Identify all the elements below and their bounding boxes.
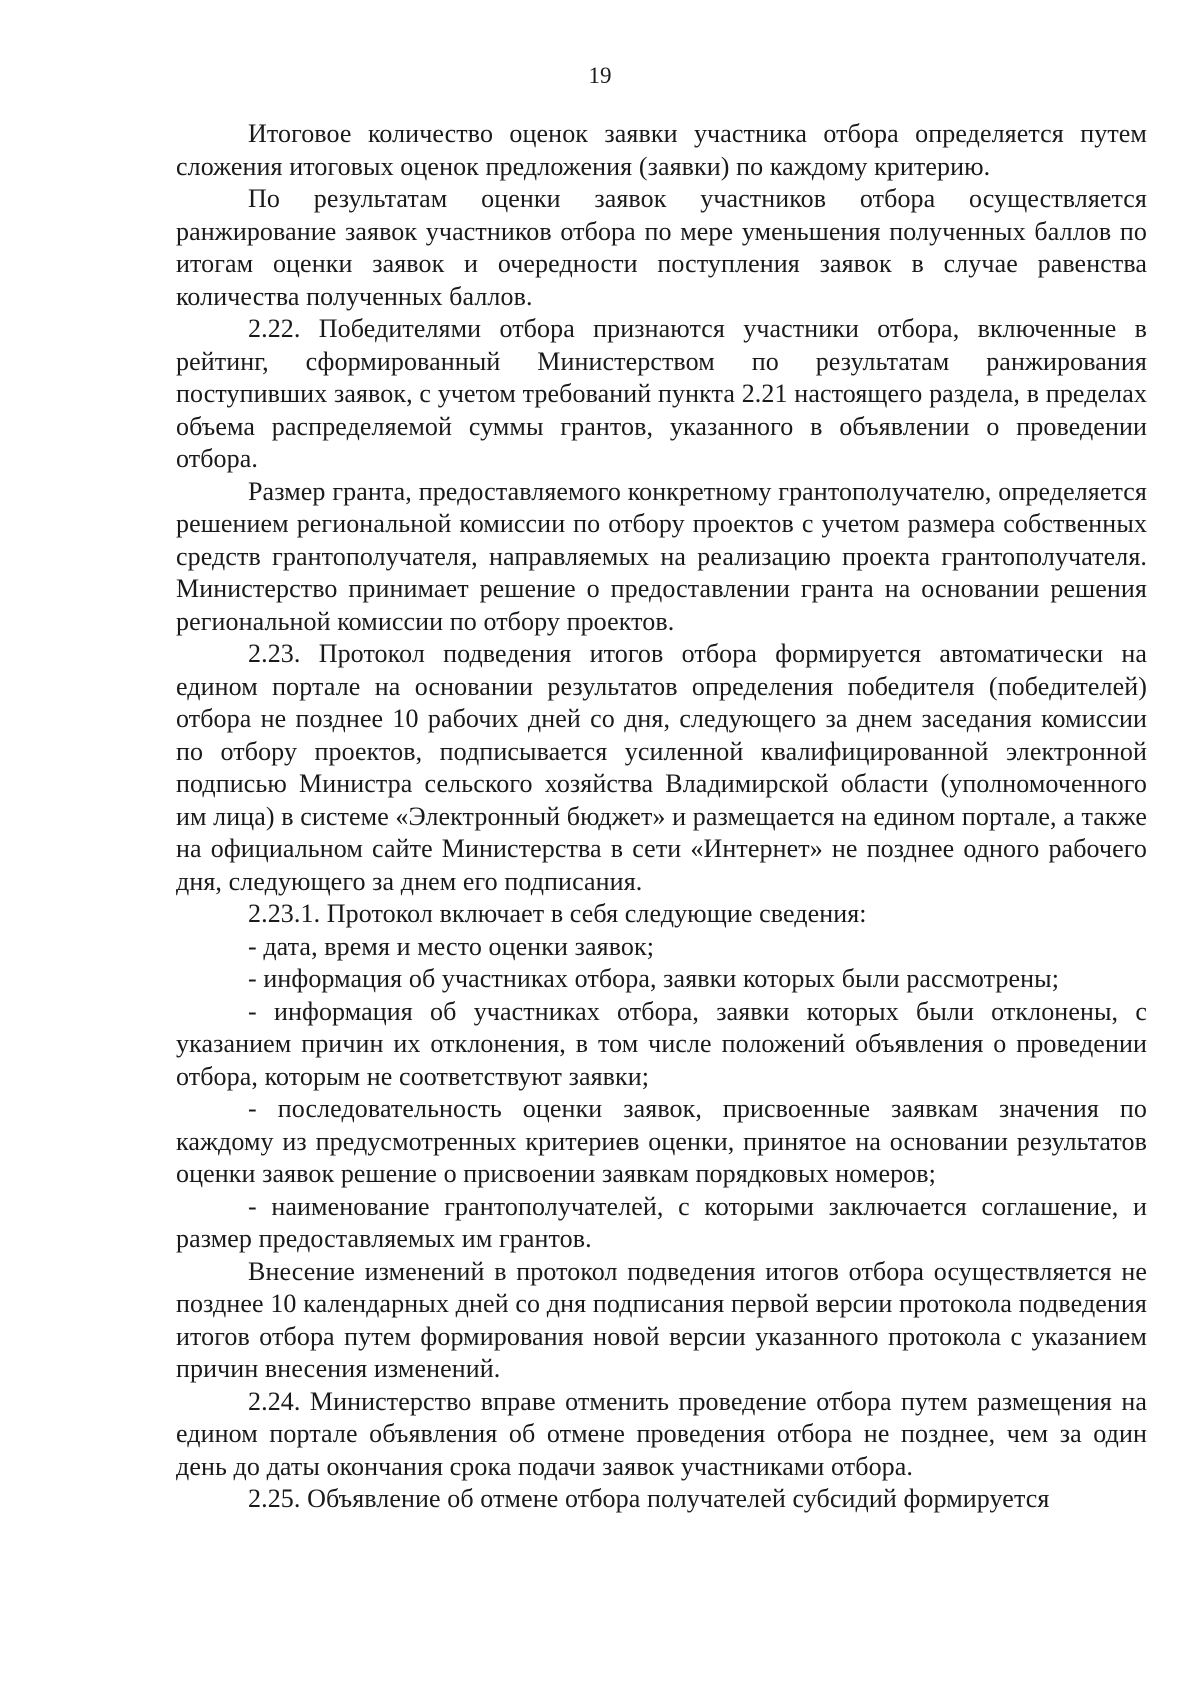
paragraph-ranking: По результатам оценки заявок участников отбора осуществляется ранжирование заявок участников отбора по мере уменьшения полученных баллов по итогам оценки заявок и очередности поступления заявок в случае равенства количества полученных баллов. xyxy=(176,184,1147,311)
paragraph-2-22-winners: 2.22. Победителями отбора признаются участники отбора, включенные в рейтинг, сформированный Министерством по результатам ранжирования поступивших заявок, с учетом требований пункта 2.21 настоящего раздела, в пределах объема распределяемой суммы грантов, указанного в объявлении о проведении отбора. xyxy=(176,314,1147,473)
paragraph-grant-size: Размер гранта, предоставляемого конкретному грантополучателю, определяется решением региональной комиссии по отбору проектов с учетом размера собственных средств грантополучателя, направляемых на реализацию проекта грантополучателя. Министерство принимает решение о предоставлении гранта на основании решения региональной комиссии по отбору проектов. xyxy=(176,476,1147,636)
paragraph-total-score: Итоговое количество оценок заявки участника отбора определяется путем сложения итоговых оценок предложения (заявки) по каждому критерию. xyxy=(176,119,1147,181)
list-item-evaluation-sequence: - последовательность оценки заявок, присвоенные заявкам значения по каждому из предусмотренных критериев оценки, принятое на основании результатов оценки заявок решение о присвоении заявкам порядковых номеров; xyxy=(176,1094,1147,1188)
paragraph-2-23-1-protocol-contents: 2.23.1. Протокол включает в себя следующие сведения: xyxy=(248,899,867,928)
list-item-rejected-participants: - информация об участниках отбора, заявки которых были отклонены, с указанием причин их отклонения, в том числе положений объявления о проведении отбора, которым не соответствуют заявки; xyxy=(176,996,1147,1091)
paragraph-2-23-protocol: 2.23. Протокол подведения итогов отбора формируется автоматически на едином портале на основании результатов определения победителя (победителей) отбора не позднее 10 рабочих дней со дня, следующего за днем заседания комиссии по отбору проектов, подписывается усиленной квалифицированной электронной подписью Министра сельского хозяйства Владимирской области (уполномоченного им лица) в системе «Электронный бюджет» и размещается на едином портале, а также на официальном сайте Министерства в сети «Интернет» не позднее одного рабочего дня, следующего за днем его подписания. xyxy=(176,639,1148,896)
list-item-date-time-place: - дата, время и место оценки заявок; xyxy=(248,931,655,961)
page-number: 19 xyxy=(588,63,612,88)
list-item-reviewed-participants: - информация об участниках отбора, заявки которых были рассмотрены; xyxy=(248,964,1060,993)
document-body xyxy=(176,118,1147,1516)
paragraph-protocol-changes: Внесение изменений в протокол подведения итогов отбора осуществляется не позднее 10 календарных дней со дня подписания первой версии протокола подведения итогов отбора путем формирования новой версии указанного протокола с указанием причин внесения изменений. xyxy=(176,1256,1147,1383)
list-item-grant-recipients: - наименование грантополучателей, с которыми заключается соглашение, и размер предоставляемых им грантов. xyxy=(176,1191,1147,1253)
paragraph-2-25-cancellation-notice: 2.25. Объявление об отмене отбора получателей субсидий формируется xyxy=(248,1484,1050,1513)
paragraph-2-24-cancellation: 2.24. Министерство вправе отменить проведение отбора путем размещения на едином портале объявления об отмене проведения отбора не позднее, чем за один день до даты окончания срока подачи заявок участниками отбора. xyxy=(176,1386,1147,1481)
